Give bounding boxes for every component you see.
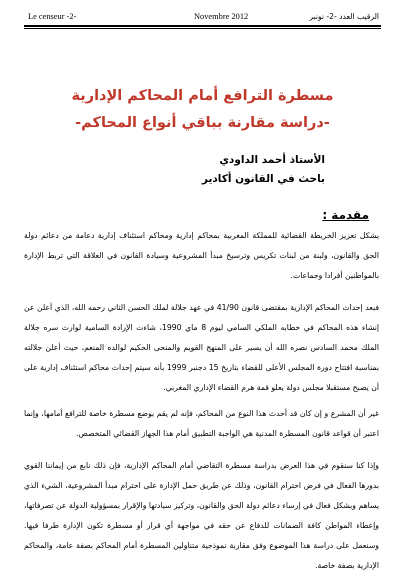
- article-subtitle: -دراسة مقارنة بباقي أنواع المحاكم-: [75, 115, 330, 131]
- header-rule-thick: [24, 25, 381, 27]
- paragraph: فبعد إحداث المحاكم الإدارية بمقتضى قانون 41/90 في عهد جلالة لملك الحسن الثاني رحمه الله، الذي أعلن عن إنشاء هذه المحاكم في خطابه الملكي السامي ليوم 8 ماي 1990، شاءت الإرادة السامية لوارث سره جلالة الملك محمد السادس نصره الله أن يسير على المنهج القويم والمنحى الحكيم لوالده المنعم، حيث أعلن جلالته بمناسبة افتتاح دورة المجلس الأعلى للقضاء بتاريخ 15 دجنبر 1999 بأنه سيتم إحداث محاكم استئناف إدارية على أن يصبح مستقبلا مجلس دولة يعلو قمة هرم القضاء الإداري المغربي.: [24, 303, 379, 392]
- header-journal-name-arabic: الرقيب العدد -2- نونبر: [309, 12, 379, 21]
- running-header: [24, 10, 381, 24]
- section-heading: مقدمة :: [322, 208, 369, 222]
- paragraph: غير أن المشرع و إن كان قد أحدث هذا النوع من المحاكم، فإنه لم يقم بوضع مسطرة خاصة للترافع أمامها، وإنما اعتبر أن قواعد قانون المسطرة المدنية هي الواجبة التطبيق أمام هذا الجهاز القضائي المتخصص.: [24, 409, 379, 438]
- author-affiliation: باحث في القانون أكادير: [201, 173, 325, 185]
- paragraph: وإذا كنا سنقوم في هذا العرض بدراسة مسطرة التقاضي أمام المحاكم الإدارية، فإن ذلك نابع من إيماننا القوي بدورها الفعال في فرض احترام القانون، وذلك عن طريق حمل الإدارة على احترام مبدأ المشروعية، الشيء الذي يساهم وبشكل فعال في إرساء دعائم دولة الحق والقانون، وتركيز سيادتها والإقرار بمسؤولية الدولة عن تصرفاتها، وإعطاء المواطن كافة الضمانات للدفاع عن حقه في مواجهة أي قرار أو مسطرة تكون الإدارة طرفا فيها. وسنعمل على دراسة هذا الموضوع وفق مقاربة نموذجية متناولين المسطرة أمام المحاكم بصفة عامة، والمحاكم الإدارية بصفة خاصة.: [24, 461, 379, 570]
- header-date: Novembre 2012: [194, 12, 249, 21]
- paragraph: يشكل تعزيز الخريطة القضائية للمملكة المغربية بمحاكم إدارية ومحاكم استئناف إدارية دعامة من دعائم دولة الحق والقانون، ولبنة من لبنات تكريس وترسيخ مبدأ المشروعية وسيادة القانون في العلاقة التي تربط الإدارة بالمواطنين أفرادا وجماعات.: [24, 231, 379, 280]
- article-title: مسطرة الترافع أمام المحاكم الإدارية: [71, 88, 334, 104]
- header-rule-thin: [24, 28, 381, 29]
- header-journal-name: Le censeur -2-: [28, 12, 77, 21]
- author-name: الأستاذ أحمد الداودي: [219, 154, 325, 166]
